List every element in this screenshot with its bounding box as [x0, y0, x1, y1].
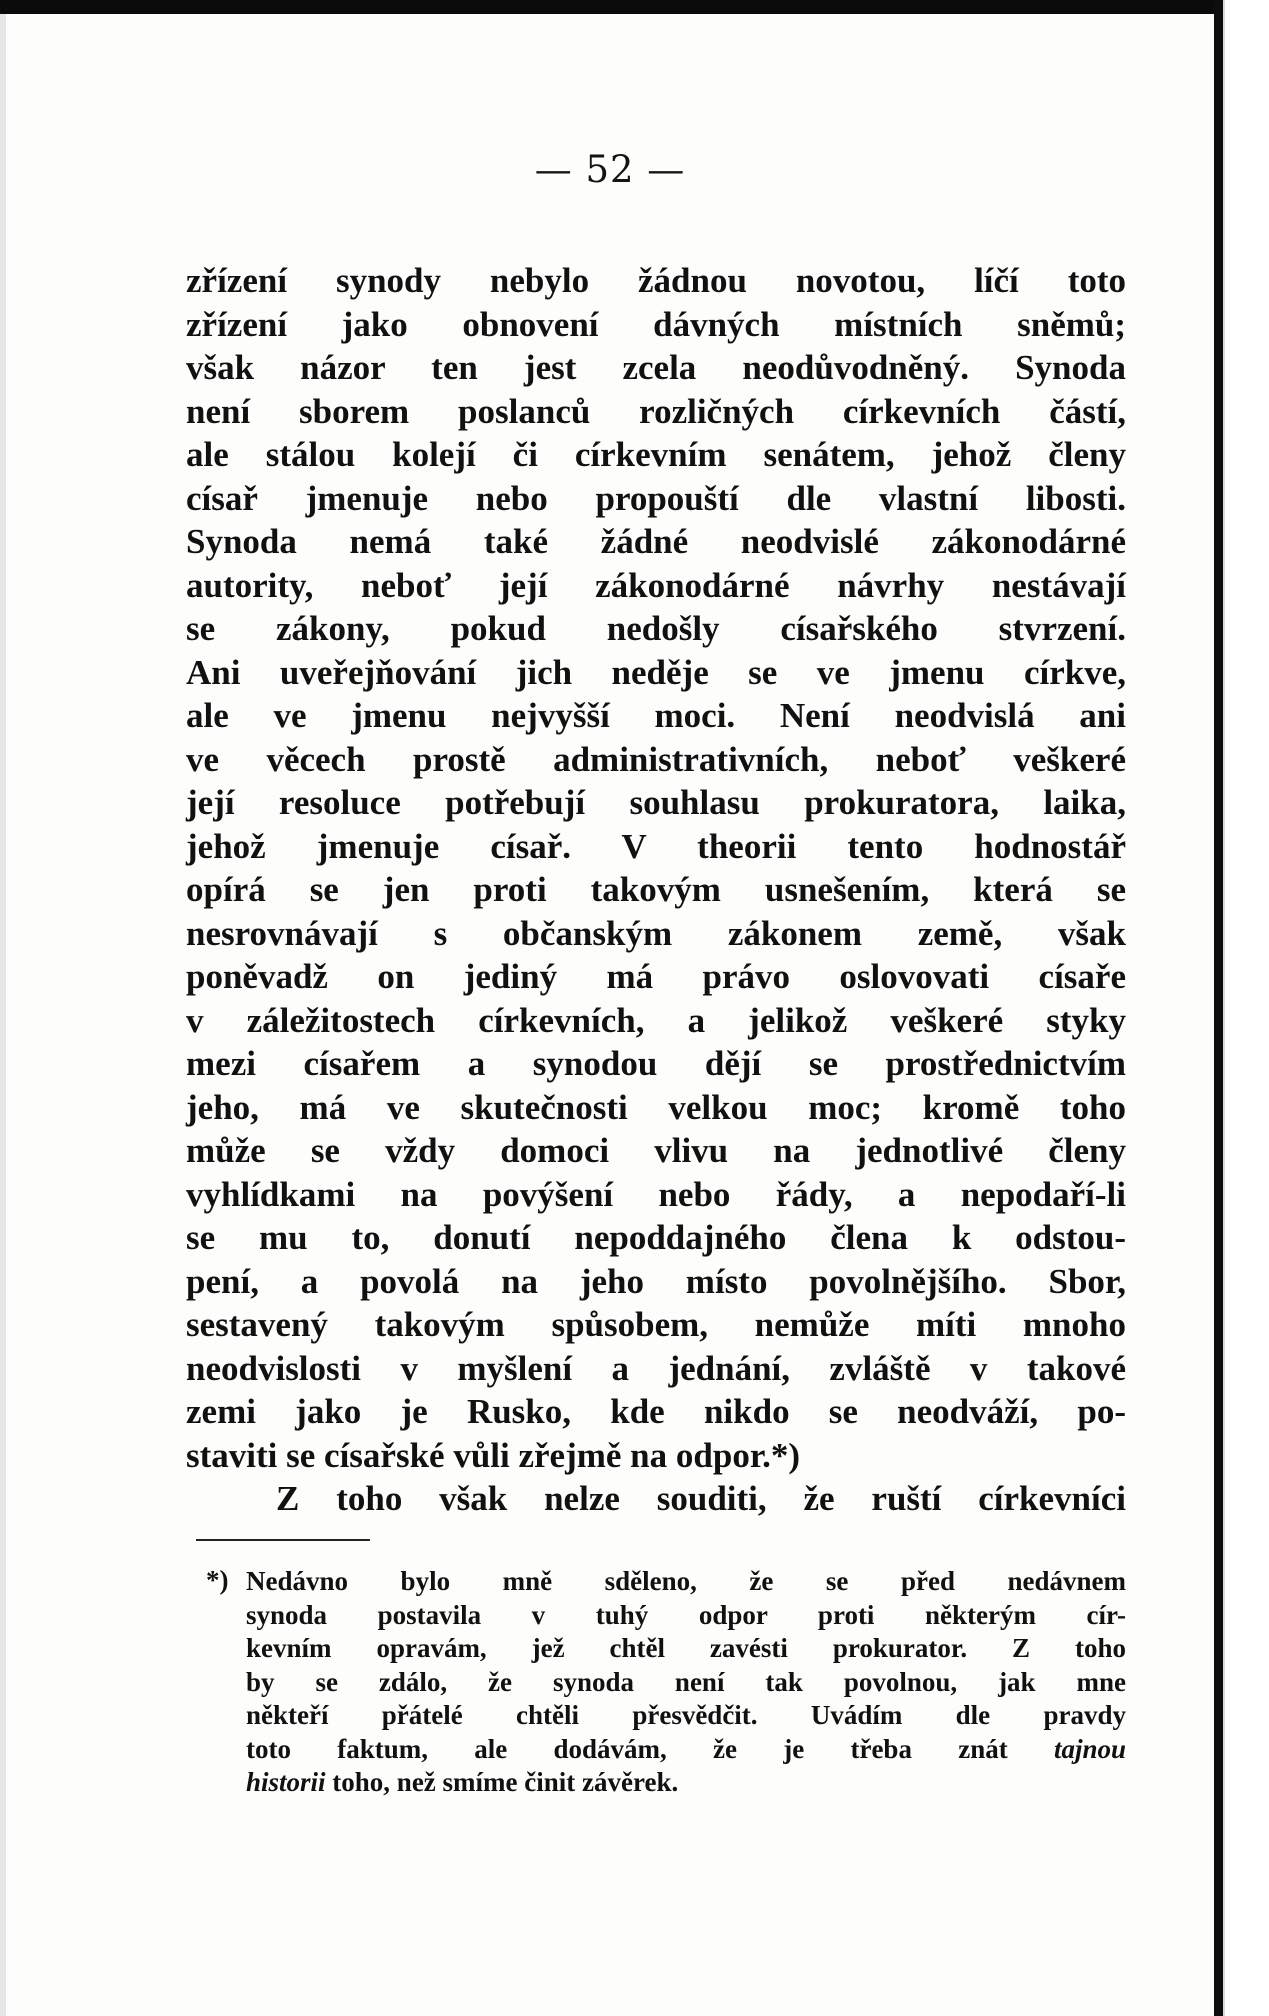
- text-line: sestavený takovým spůsobem, nemůže míti mnoho: [186, 1305, 1126, 1344]
- footnote-mark: *): [206, 1565, 229, 1595]
- text-line: mezi císařem a synodou dějí se prostřednictvím: [186, 1044, 1126, 1083]
- footnote: [206, 1565, 1127, 1800]
- scan-binding-shadow: [1214, 0, 1223, 2016]
- footnote-italic-word: historii: [246, 1767, 326, 1797]
- text-line: poněvadž on jediný má právo oslovovati císaře: [186, 957, 1126, 996]
- footnote-line: [246, 1766, 1126, 1800]
- text-line: však názor ten jest zcela neodůvodněný. Synoda: [186, 348, 1126, 387]
- body-text: [186, 259, 1126, 1521]
- footnote-line: synoda postavila v tuhý odpor proti některým cír-: [246, 1599, 1126, 1630]
- text-line: v záležitostech církevních, a jelikož veškeré styky: [186, 1000, 1126, 1040]
- text-line: jehož jmenuje císař. V theorii tento hodnostář: [186, 826, 1126, 866]
- text-line: císař jmenuje nebo propouští dle vlastní libosti.: [186, 478, 1126, 518]
- paragraph-start-line: Z toho však nelze souditi, že ruští církevníci: [276, 1479, 1126, 1518]
- text-line: ale stálou kolejí či církevním senátem, jehož členy: [186, 435, 1126, 474]
- text-line: se zákony, pokud nedošly císařského stvrzení.: [186, 609, 1126, 648]
- scan-top-border: [0, 0, 1269, 14]
- text-line: Ani uveřejňování jich neděje se ve jmenu církve,: [186, 652, 1126, 692]
- text-line: jeho, má ve skutečnosti velkou moc; kromě toho: [186, 1087, 1126, 1127]
- text-line: zřízení jako obnovení dávných místních sněmů;: [186, 304, 1126, 344]
- page-number: — 52 —: [534, 148, 686, 191]
- text-line: staviti se císařské vůli zřejmě na odpor.*): [186, 1435, 801, 1475]
- text-line: vyhlídkami na povýšení nebo řády, a nepodaří-li: [186, 1174, 1126, 1214]
- text-line: neodvislosti v myšlení a jednání, zvláště v takové: [186, 1348, 1126, 1388]
- scan-right-margin: [1223, 0, 1269, 2016]
- text-line: není sborem poslanců rozličných církevních částí,: [186, 391, 1126, 431]
- footnote-line: by se zdálo, že synoda není tak povolnou, jak mne: [246, 1666, 1126, 1697]
- text-line: ale ve jmenu nejvyšší moci. Není neodvislá ani: [186, 696, 1126, 735]
- text-line: ve věcech prostě administrativních, neboť veškeré: [186, 739, 1126, 779]
- text-line: zřízení synody nebylo žádnou novotou, líčí toto: [186, 261, 1126, 300]
- text-line: pení, a povolá na jeho místo povolnějšího. Sbor,: [186, 1261, 1126, 1301]
- footnote-line: [246, 1733, 1126, 1767]
- text-line: její resoluce potřebují souhlasu prokuratora, laika,: [186, 783, 1126, 822]
- text-line: opírá se jen proti takovým usnešením, která se: [186, 870, 1126, 909]
- text-line: autority, neboť její zákonodárné návrhy nestávají: [186, 565, 1126, 605]
- footnote-italic-word: tajnou: [1053, 1733, 1127, 1764]
- footnote-line: někteří přátelé chtěli přesvědčit. Uvádím dle pravdy: [246, 1700, 1126, 1730]
- footnote-divider: [196, 1539, 370, 1541]
- text-line: zemi jako je Rusko, kde nikdo se neodváží, po-: [186, 1392, 1126, 1431]
- text-line: může se vždy domoci vlivu na jednotlivé členy: [186, 1131, 1126, 1170]
- footnote-text: toto faktum, ale dodávám, že je třeba znát: [246, 1733, 1008, 1764]
- footnote-line: kevním opravám, jež chtěl zavésti prokurator. Z toho: [246, 1633, 1126, 1663]
- footnote-line: Nedávno bylo mně sděleno, že se před nedávnem: [246, 1566, 1126, 1596]
- text-line: Synoda nemá také žádné neodvislé zákonodárné: [186, 522, 1126, 561]
- text-line: se mu to, donutí nepoddajného člena k odstou-: [186, 1218, 1126, 1257]
- footnote-text: toho, než smíme činit závěrek.: [332, 1767, 679, 1797]
- book-page: [6, 14, 1214, 2016]
- text-line: nesrovnávají s občanským zákonem země, však: [186, 913, 1126, 953]
